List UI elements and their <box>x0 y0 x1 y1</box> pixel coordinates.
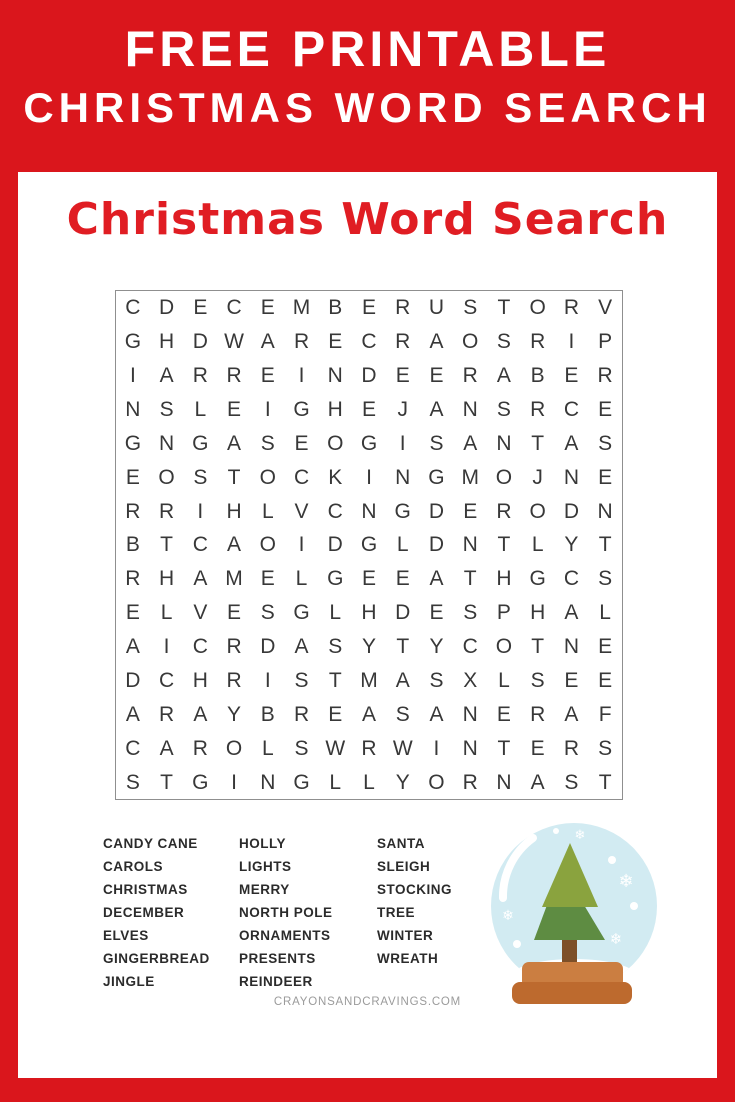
grid-cell: E <box>294 431 309 455</box>
grid-cell: D <box>159 296 175 320</box>
grid-cell: O <box>259 533 276 557</box>
grid-cell: N <box>462 702 478 726</box>
grid-cell: A <box>564 601 579 625</box>
grid-cell: I <box>298 364 305 388</box>
grid-cell: A <box>496 364 511 388</box>
grid-cell: T <box>531 431 545 455</box>
grid-cell: S <box>260 601 275 625</box>
grid-cell: E <box>598 398 613 422</box>
grid-cell: R <box>125 499 141 523</box>
grid-cell: I <box>568 330 575 354</box>
word-list-item: SLEIGH <box>377 859 431 874</box>
grid-cell: O <box>428 770 445 794</box>
grid-cell: T <box>396 635 410 659</box>
grid-cell: C <box>192 635 208 659</box>
grid-cell: T <box>160 533 173 557</box>
grid-cell: Y <box>227 702 242 726</box>
grid-cell: A <box>159 364 174 388</box>
grid-cell: S <box>429 668 444 692</box>
grid-cell: G <box>428 465 445 489</box>
grid-cell: A <box>125 702 140 726</box>
grid-cell: D <box>125 668 141 692</box>
word-list-item: NORTH POLE <box>239 905 333 920</box>
grid-cell: R <box>597 364 613 388</box>
grid-cell: A <box>361 702 376 726</box>
grid-cell: R <box>159 499 175 523</box>
snowflake-icon: ❄ <box>618 871 634 892</box>
grid-cell: A <box>530 770 545 794</box>
grid-cell: E <box>598 635 613 659</box>
grid-cell: I <box>264 668 271 692</box>
grid-cell: S <box>564 770 579 794</box>
top-banner <box>0 0 735 172</box>
snow-dot-icon <box>501 883 508 890</box>
grid-cell: S <box>496 330 511 354</box>
grid-cell: D <box>395 601 411 625</box>
grid-cell: R <box>226 635 242 659</box>
grid-cell: E <box>193 296 208 320</box>
word-list-item: CHRISTMAS <box>103 882 188 897</box>
grid-cell: N <box>563 635 579 659</box>
grid-cell: R <box>496 499 512 523</box>
grid-cell: C <box>159 668 175 692</box>
grid-cell: B <box>530 364 545 388</box>
grid-cell: L <box>396 533 409 557</box>
grid-cell: H <box>530 601 546 625</box>
banner-line1: FREE PRINTABLE <box>124 21 611 77</box>
grid-cell: C <box>125 736 141 760</box>
grid-cell: A <box>260 330 275 354</box>
grid-cell: E <box>429 364 444 388</box>
grid-cell: G <box>124 330 142 354</box>
grid-cell: A <box>429 330 444 354</box>
grid-cell: N <box>395 465 411 489</box>
grid-cell: G <box>124 431 142 455</box>
grid-cell: T <box>598 770 612 794</box>
grid-cell: E <box>260 296 275 320</box>
grid-cell: G <box>360 431 378 455</box>
grid-cell: M <box>360 668 378 692</box>
grid-cell: N <box>462 736 478 760</box>
word-list-column-1 <box>103 832 210 993</box>
word-list-item: WINTER <box>377 928 434 943</box>
grid-cell: B <box>125 533 140 557</box>
grid-cell: F <box>598 702 612 726</box>
word-list-column-2 <box>239 832 333 993</box>
grid-cell: G <box>293 601 310 625</box>
grid-cell: S <box>496 398 511 422</box>
grid-cell: X <box>463 668 478 692</box>
grid-cell: T <box>497 736 511 760</box>
grid-cell: S <box>159 398 174 422</box>
grid-cell: E <box>361 398 376 422</box>
grid-cell: N <box>563 465 579 489</box>
grid-cell: M <box>225 567 243 591</box>
grid-cell: Y <box>429 635 444 659</box>
grid-cell: D <box>260 635 276 659</box>
grid-cell: L <box>531 533 544 557</box>
website-credit: CRAYONSANDCRAVINGS.COM <box>273 996 462 1008</box>
word-list-item: TREE <box>377 905 416 920</box>
tree-trunk <box>562 936 577 966</box>
globe-base <box>512 962 632 1004</box>
snowflake-icon: ❄ <box>609 930 623 948</box>
grid-cell: O <box>529 296 546 320</box>
grid-cell: E <box>227 398 242 422</box>
grid-cell: L <box>160 601 173 625</box>
grid-cell: E <box>125 465 140 489</box>
grid-cell: A <box>159 736 174 760</box>
grid-cell: S <box>463 601 478 625</box>
grid-cell: G <box>394 499 411 523</box>
grid-cell: E <box>530 736 545 760</box>
grid-cell: N <box>597 499 613 523</box>
grid-cell: S <box>328 635 343 659</box>
grid-cell: G <box>529 567 546 591</box>
word-list-item: JINGLE <box>103 974 155 989</box>
grid-cell: O <box>327 431 344 455</box>
grid-cell: R <box>293 330 310 354</box>
word-list-item: PRESENTS <box>239 951 316 966</box>
grid-cell: E <box>598 668 613 692</box>
grid-cell: L <box>329 601 342 625</box>
grid-cell: R <box>293 702 310 726</box>
grid-cell: O <box>259 465 276 489</box>
grid-cell: C <box>226 296 242 320</box>
grid-cell: H <box>361 601 377 625</box>
word-list-item: SANTA <box>377 836 425 851</box>
grid-cell: I <box>129 364 136 388</box>
grid-cell: E <box>361 567 376 591</box>
grid-cell: A <box>193 702 208 726</box>
grid-cell: J <box>397 398 408 422</box>
grid-cell: B <box>328 296 343 320</box>
grid-cell: E <box>260 364 275 388</box>
grid-cell: O <box>495 635 513 659</box>
grid-cell: V <box>193 601 208 625</box>
grid-cell: L <box>329 770 342 794</box>
grid-cell: I <box>366 465 372 489</box>
grid-cell: A <box>294 635 309 659</box>
grid-cell: L <box>295 567 308 591</box>
grid-cell: S <box>463 296 478 320</box>
grid-cell: D <box>192 330 208 354</box>
grid-cell: S <box>598 567 613 591</box>
grid-cell: S <box>530 668 545 692</box>
grid-cell: R <box>462 364 478 388</box>
grid-cell: L <box>261 736 274 760</box>
grid-cell: I <box>197 499 204 523</box>
grid-cell: E <box>564 668 579 692</box>
grid-cell: T <box>598 533 612 557</box>
grid-cell: E <box>598 465 613 489</box>
grid-cell: N <box>496 431 512 455</box>
grid-cell: A <box>125 635 140 659</box>
word-list-item: CANDY CANE <box>103 836 198 851</box>
word-list-item: STOCKING <box>377 882 453 897</box>
grid-cell: T <box>227 465 241 489</box>
grid-cell: S <box>598 431 613 455</box>
grid-cell: R <box>192 736 208 760</box>
grid-cell: R <box>361 736 377 760</box>
grid-cell: E <box>227 601 242 625</box>
grid-cell: P <box>598 330 613 354</box>
grid-cell: E <box>564 364 579 388</box>
grid-cell: A <box>429 567 444 591</box>
grid-cell: G <box>293 398 310 422</box>
grid-cell: H <box>327 398 343 422</box>
grid-cell: L <box>599 601 611 625</box>
snow-dot-icon <box>513 940 521 948</box>
grid-cell: R <box>395 296 411 320</box>
grid-cell: D <box>428 499 445 523</box>
grid-cell: M <box>292 296 311 320</box>
grid-cell: D <box>428 533 445 557</box>
grid-cell: I <box>231 770 237 794</box>
grid-cell: A <box>564 431 579 455</box>
base-bottom <box>512 982 632 1004</box>
banner-line2: CHRISTMAS WORD SEARCH <box>23 84 712 131</box>
grid-cell: G <box>192 770 209 794</box>
grid-cell: O <box>495 465 513 489</box>
grid-cell: D <box>327 533 343 557</box>
grid-cell: S <box>429 431 444 455</box>
grid-cell: L <box>194 398 207 422</box>
grid-cell: M <box>461 465 479 489</box>
grid-cell: C <box>563 398 579 422</box>
grid-cell: R <box>395 330 411 354</box>
grid-cell: A <box>227 533 242 557</box>
grid-cell: E <box>496 702 511 726</box>
grid-cell: S <box>260 431 275 455</box>
grid-cell: Y <box>395 770 410 794</box>
grid-cell: I <box>399 431 406 455</box>
word-list-item: GINGERBREAD <box>103 951 210 966</box>
grid-cell: C <box>327 499 343 523</box>
grid-cell: H <box>496 567 512 591</box>
grid-cell: R <box>125 567 141 591</box>
grid-cell: W <box>392 736 413 760</box>
grid-cell: S <box>598 736 613 760</box>
grid-cell: I <box>163 635 170 659</box>
grid-cell: R <box>530 702 546 726</box>
grid-cell: R <box>563 736 579 760</box>
grid-cell: N <box>462 398 478 422</box>
grid-cell: I <box>433 736 440 760</box>
grid-cell: E <box>463 499 478 523</box>
grid-cell: T <box>531 635 545 659</box>
grid-cell: E <box>361 296 376 320</box>
grid-cell: S <box>395 702 410 726</box>
grid-cell: N <box>159 431 175 455</box>
grid-cell: O <box>158 465 175 489</box>
grid-cell: R <box>530 398 546 422</box>
grid-cell: R <box>226 668 242 692</box>
grid-cell: A <box>429 398 444 422</box>
snow-dot-icon <box>630 902 638 910</box>
word-list-item: ORNAMENTS <box>239 928 331 943</box>
grid-cell: E <box>125 601 140 625</box>
grid-cell: I <box>264 398 271 422</box>
word-list-item: WREATH <box>377 951 439 966</box>
worksheet <box>18 172 717 1078</box>
grid-cell: T <box>160 770 173 794</box>
grid-cell: W <box>325 736 346 760</box>
grid-cell: T <box>497 296 511 320</box>
grid-cell: L <box>363 770 375 794</box>
grid-cell: G <box>360 533 378 557</box>
grid-cell: G <box>293 770 310 794</box>
grid-cell: V <box>294 499 309 523</box>
grid-cell: O <box>529 499 546 523</box>
grid-cell: E <box>328 702 343 726</box>
word-list-item: LIGHTS <box>239 859 292 874</box>
grid-cell: S <box>294 668 309 692</box>
grid-cell: A <box>193 567 208 591</box>
grid-cell: E <box>395 567 410 591</box>
grid-cell: R <box>159 702 175 726</box>
grid-cell: C <box>563 567 579 591</box>
word-list-item: MERRY <box>239 882 290 897</box>
grid-cell: R <box>192 364 208 388</box>
grid-cell: E <box>260 567 275 591</box>
grid-cell: H <box>192 668 208 692</box>
grid-cell: U <box>428 296 445 320</box>
grid-cell: N <box>260 770 276 794</box>
grid-cell: L <box>498 668 510 692</box>
grid-cell: N <box>327 364 343 388</box>
grid-cell: Y <box>361 635 376 659</box>
grid-cell: T <box>497 533 511 557</box>
grid-cell: A <box>395 668 410 692</box>
grid-cell: E <box>395 364 410 388</box>
grid-cell: H <box>159 330 175 354</box>
grid-cell: J <box>532 465 543 489</box>
grid-cell: N <box>125 398 141 422</box>
grid-cell: V <box>598 296 613 320</box>
grid-cell: C <box>293 465 310 489</box>
grid-cell: H <box>226 499 242 523</box>
grid-cell: S <box>193 465 208 489</box>
grid-cell: C <box>125 296 141 320</box>
word-search-grid <box>115 290 623 800</box>
grid-cell: Y <box>564 533 579 557</box>
grid-cell: B <box>260 702 275 726</box>
grid-cell: N <box>462 533 478 557</box>
word-list-item: REINDEER <box>239 974 313 989</box>
grid-cell: S <box>294 736 309 760</box>
grid-cell: A <box>564 702 579 726</box>
word-list-column-3 <box>377 832 452 970</box>
grid-cell: E <box>328 330 343 354</box>
grid-cell: A <box>463 431 478 455</box>
word-list-item: DECEMBER <box>103 905 185 920</box>
grid-cell: C <box>361 330 377 354</box>
grid-cell: W <box>224 330 244 354</box>
grid-cell: O <box>225 736 243 760</box>
grid-cell: H <box>159 567 175 591</box>
grid-cell: K <box>328 465 343 489</box>
grid-cell: T <box>463 567 477 591</box>
word-list-item: ELVES <box>103 928 149 943</box>
grid-cell: D <box>563 499 579 523</box>
word-list-item: HOLLY <box>239 836 287 851</box>
grid-cell: G <box>327 567 344 591</box>
grid-cell: L <box>261 499 274 523</box>
grid-cell: I <box>298 533 305 557</box>
grid-cell: G <box>192 431 209 455</box>
grid-cell: D <box>361 364 377 388</box>
grid-cell: A <box>227 431 242 455</box>
page-title: Christmas Word Search <box>66 194 669 245</box>
grid-cell: R <box>530 330 546 354</box>
grid-cell: A <box>429 702 444 726</box>
grid-cell: C <box>192 533 208 557</box>
snow-globe-illustration <box>488 818 663 1008</box>
snowflake-icon: ❄ <box>574 828 586 843</box>
grid-cell: O <box>462 330 479 354</box>
grid-cell: R <box>462 770 478 794</box>
grid-cell: C <box>462 635 478 659</box>
grid-cell: R <box>226 364 242 388</box>
grid-cell: N <box>496 770 512 794</box>
grid-cell: E <box>429 601 444 625</box>
snowflake-icon: ❄ <box>502 908 514 924</box>
grid-cell: S <box>125 770 140 794</box>
grid-cell: R <box>563 296 579 320</box>
grid-cell: P <box>496 601 511 625</box>
snow-dot-icon <box>553 828 559 834</box>
grid-cell: N <box>361 499 377 523</box>
word-list-item: CAROLS <box>103 859 163 874</box>
snow-dot-icon <box>608 856 616 864</box>
grid-cell: T <box>328 668 342 692</box>
